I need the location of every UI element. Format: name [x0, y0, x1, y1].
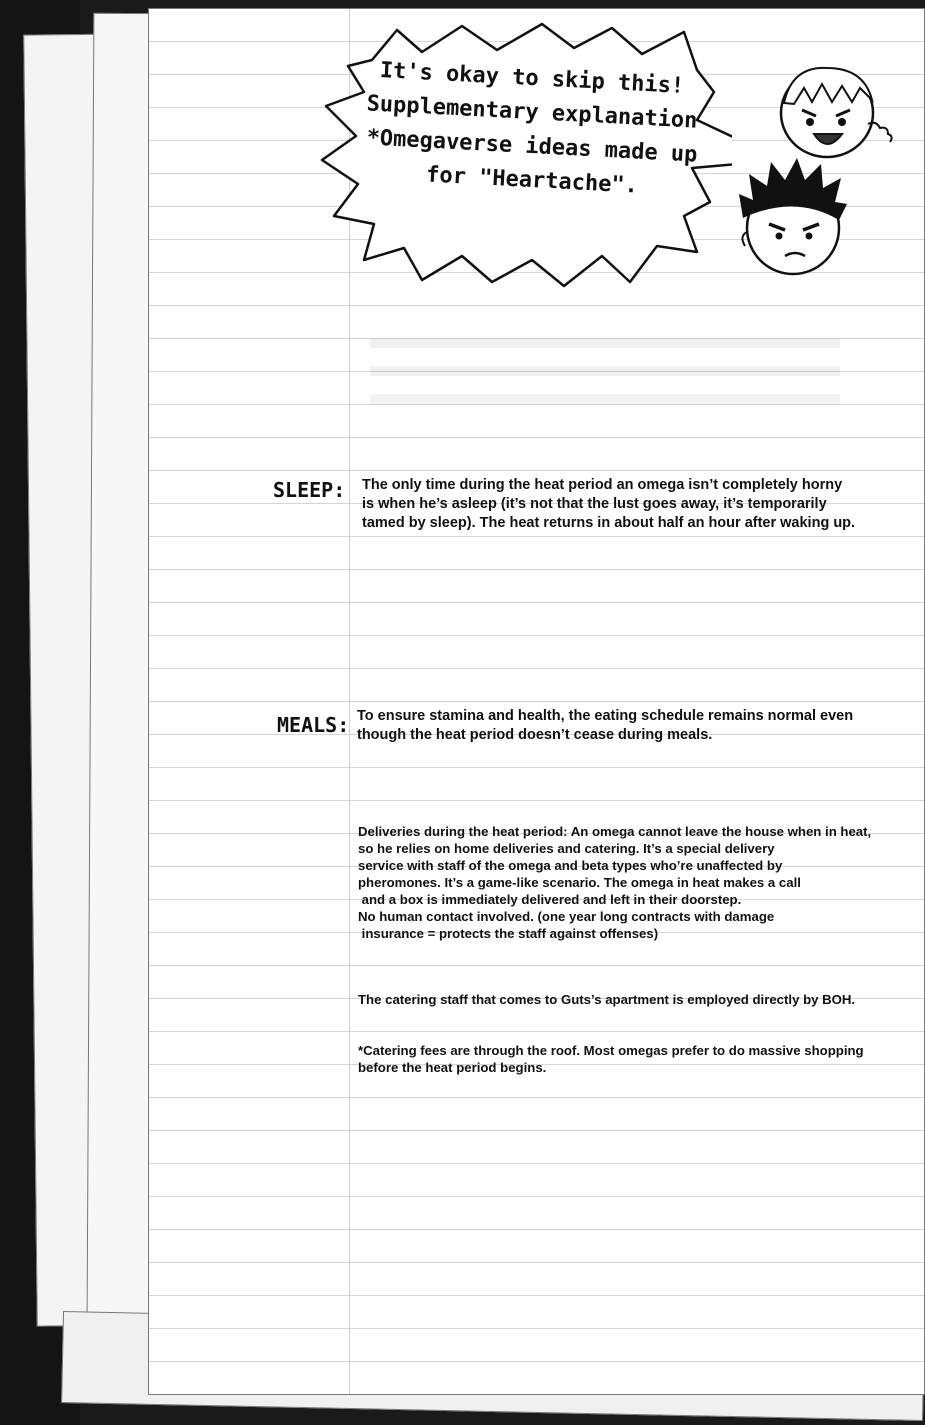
catering-line: The catering staff that comes to Guts’s apartment is employed directly by BOH.	[358, 992, 856, 1007]
deliveries-line: pheromones. It’s a game-like scenario. The omega in heat makes a call	[358, 875, 801, 890]
grumpy-spiky-hair-face-icon	[735, 158, 850, 282]
sleep-label: SLEEP:	[273, 478, 346, 502]
deliveries-line: No human contact involved. (one year long contracts with damage	[358, 909, 775, 924]
meals-line: To ensure stamina and health, the eating schedule remains normal even	[357, 708, 854, 724]
sleep-paragraph	[362, 476, 855, 533]
deliveries-line: insurance = protects the staff against offenses)	[358, 926, 659, 941]
meals-label: MEALS:	[277, 713, 350, 737]
deliveries-line: and a box is immediately delivered and left in their doorstep.	[358, 892, 742, 907]
catering-paragraph	[358, 991, 855, 1008]
deliveries-paragraph	[358, 823, 871, 942]
bubble-line: Supplementary explanation	[366, 91, 699, 134]
deliveries-line: Deliveries during the heat period: An omega cannot leave the house when in heat,	[358, 824, 872, 839]
bubble-line: for "Heartache".	[425, 162, 639, 199]
faded-bleed-through	[370, 320, 840, 420]
fees-paragraph	[358, 1042, 864, 1076]
meals-paragraph	[357, 707, 853, 745]
deliveries-line: service with staff of the omega and beta types who’re unaffected by	[358, 858, 783, 873]
fees-line: before the heat period begins.	[358, 1060, 547, 1075]
sleep-line: is when he’s asleep (it’s not that the lust goes away, it’s temporarily	[362, 496, 827, 512]
sleep-line: tamed by sleep). The heat returns in about half an hour after waking up.	[362, 515, 856, 531]
bubble-text	[362, 58, 702, 199]
bubble-line: *Omegaverse ideas made up	[366, 125, 699, 168]
fees-line: *Catering fees are through the roof. Most omegas prefer to do massive shopping	[358, 1043, 864, 1058]
deliveries-line: so he relies on home deliveries and catering. It’s a special delivery	[358, 841, 775, 856]
bubble-line: It's okay to skip this!	[379, 58, 685, 99]
sleep-line: The only time during the heat period an omega isn’t completely horny	[362, 477, 843, 493]
speech-bubble	[312, 20, 732, 290]
meals-line: though the heat period doesn’t cease during meals.	[357, 727, 713, 743]
cheerful-girl-face-icon	[772, 58, 897, 167]
